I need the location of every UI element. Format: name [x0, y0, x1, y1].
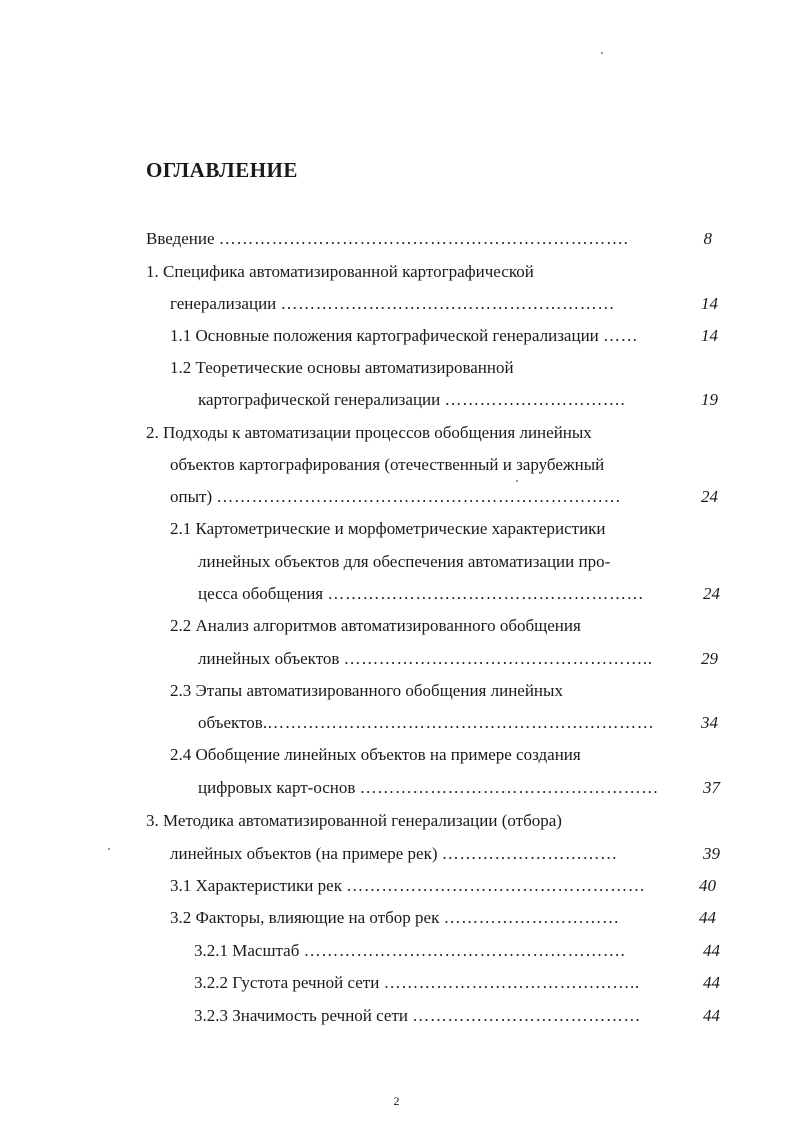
toc-entry-text: 2.3 Этапы автоматизированного обобщения линейных [170, 681, 563, 700]
toc-entry-text: 3.2.1 Масштаб [194, 941, 304, 960]
toc-entry-section-1-2 [170, 358, 514, 378]
leader-dots: ………………………… [443, 908, 620, 927]
leader-dots: ……………………………………………… [327, 584, 645, 603]
toc-entry-section-1-1 [170, 326, 638, 346]
leader-dots: …… [603, 326, 639, 345]
toc-entry-section-3-2 [170, 908, 620, 928]
toc-entry-text: линейных объектов (на примере рек) [170, 844, 442, 863]
toc-entry-section-2-1-cont [198, 552, 610, 572]
toc-entry-section-1-2-cont [198, 390, 625, 410]
toc-page-number: 40 [699, 876, 716, 895]
toc-page-number: 14 [701, 294, 718, 313]
toc-entry-text: 3.2 Факторы, влияющие на отбор рек [170, 908, 444, 927]
toc-entry-chapter-2-cont [170, 455, 604, 475]
toc-page-number: 29 [701, 649, 718, 668]
scan-speck [516, 480, 518, 482]
toc-entry-text: 2.2 Анализ алгоритмов автоматизированного обобщения [170, 616, 581, 635]
toc-entry-text: генерализации [170, 294, 281, 313]
toc-entry-text: 1.1 Основные положения картографической генерализации [170, 326, 604, 345]
toc-entry-text: цесса обобщения [198, 584, 328, 603]
toc-entry-text: 3.2.3 Значимость речной сети [194, 1006, 413, 1025]
toc-entry-text: 3. Методика автоматизированной генерализации (отбора) [146, 811, 562, 830]
toc-page-number: 37 [703, 778, 720, 797]
toc-entry-text: линейных объектов [198, 649, 344, 668]
leader-dots: ……………………………………………………………. [218, 229, 629, 248]
toc-entry-section-2-3-cont [198, 713, 654, 733]
toc-entry-text: Введение [146, 229, 219, 248]
leader-dots: ………………………… [441, 844, 618, 863]
leader-dots: …………………………. [444, 390, 626, 409]
toc-page-number: 24 [701, 487, 718, 506]
leader-dots: ………………………………………………… [280, 294, 615, 313]
toc-page-number: 39 [703, 844, 720, 863]
toc-entry-section-2-1 [170, 519, 606, 539]
toc-entry-section-2-2-cont [198, 649, 653, 669]
toc-entry-section-3-2-2 [194, 973, 640, 993]
toc-entry-chapter-3-cont [170, 844, 618, 864]
toc-entry-text: цифровых карт-основ [198, 778, 360, 797]
leader-dots: …………………………………………… [359, 778, 659, 797]
toc-entry-section-2-3 [170, 681, 563, 701]
toc-entry-text: 3.1 Характеристики рек [170, 876, 347, 895]
toc-entry-section-3-2-1 [194, 941, 625, 961]
toc-entry-section-2-1-cont-2 [198, 584, 644, 604]
toc-page-number: 44 [703, 1006, 720, 1025]
toc-entry-introduction [146, 229, 628, 249]
leader-dots: …………………………………….. [383, 973, 640, 992]
toc-page-number: 44 [703, 973, 720, 992]
toc-entry-chapter-2 [146, 423, 592, 443]
toc-entry-text: объектов. [198, 713, 268, 732]
toc-entry-chapter-3 [146, 811, 562, 831]
toc-entry-text: опыт) [170, 487, 217, 506]
toc-entry-chapter-1-cont [170, 294, 615, 314]
toc-entry-text: 1.2 Теоретические основы автоматизированной [170, 358, 514, 377]
toc-entry-text: линейных объектов для обеспечения автоматизации про- [198, 552, 611, 571]
toc-entry-text: 3.2.2 Густота речной сети [194, 973, 384, 992]
toc-page-number: 8 [703, 229, 712, 248]
toc-page-number: 24 [703, 584, 720, 603]
toc-entry-text: 2. Подходы к автоматизации процессов обобщения линейных [146, 423, 592, 442]
toc-entry-chapter-1 [146, 262, 534, 282]
toc-page-number: 14 [701, 326, 718, 345]
toc-entry-section-3-1 [170, 876, 645, 896]
leader-dots: ………………………………………………………… [267, 713, 655, 732]
toc-entry-text: 2.4 Обобщение линейных объектов на примере создания [170, 745, 581, 764]
toc-entry-text: 1. Специфика автоматизированной картографической [146, 262, 534, 281]
toc-entry-text: 2.1 Картометрические и морфометрические характеристики [170, 519, 606, 538]
toc-page-number: 44 [699, 908, 716, 927]
toc-entry-text: картографической генерализации [198, 390, 445, 409]
toc-entry-section-2-4-cont [198, 778, 659, 798]
leader-dots: ………………………………………………. [303, 941, 626, 960]
toc-entry-section-2-4 [170, 745, 581, 765]
toc-entry-text: объектов картографирования (отечественный и зарубежный [170, 455, 605, 474]
toc-page-number: 19 [701, 390, 718, 409]
toc-entry-chapter-2-cont-2 [170, 487, 621, 507]
leader-dots: …………………………………………… [346, 876, 646, 895]
toc-page-number: 44 [703, 941, 720, 960]
footer-page-number: 2 [393, 1094, 400, 1108]
leader-dots: ………………………………… [412, 1006, 642, 1025]
scan-speck [108, 848, 110, 850]
scan-speck [601, 52, 603, 54]
leader-dots: …………………………………………….. [343, 649, 653, 668]
toc-heading: ОГЛАВЛЕНИЕ [146, 158, 298, 182]
leader-dots: …………………………………………………………… [216, 487, 622, 506]
toc-entry-section-2-2 [170, 616, 581, 636]
toc-entry-section-3-2-3 [194, 1006, 641, 1026]
toc-page-number: 34 [701, 713, 718, 732]
